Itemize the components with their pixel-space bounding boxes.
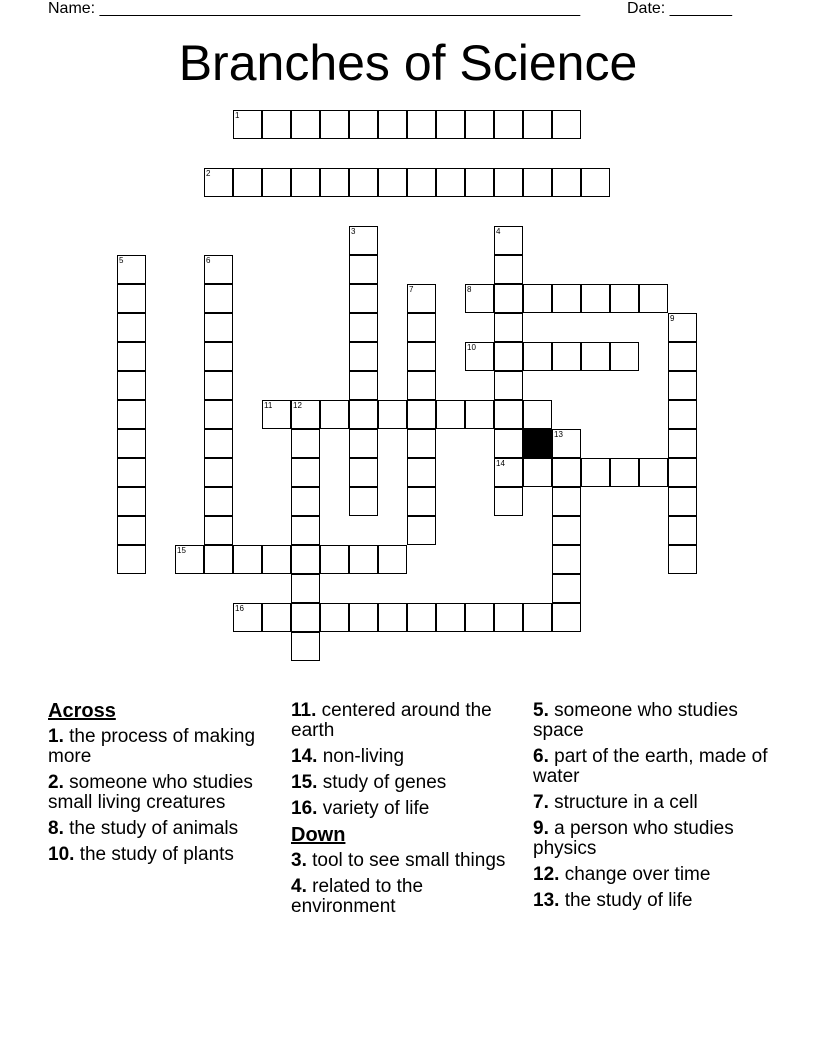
crossword-cell[interactable] — [407, 429, 436, 458]
crossword-cell[interactable] — [378, 545, 407, 574]
crossword-cell[interactable] — [117, 371, 146, 400]
crossword-cell[interactable] — [523, 400, 552, 429]
crossword-cell[interactable] — [494, 371, 523, 400]
crossword-cell[interactable] — [349, 110, 378, 139]
crossword-cell[interactable] — [436, 168, 465, 197]
crossword-cell[interactable] — [204, 371, 233, 400]
crossword-cell[interactable] — [581, 458, 610, 487]
crossword-cell[interactable] — [407, 371, 436, 400]
crossword-cell[interactable] — [668, 342, 697, 371]
clues-column-3 — [533, 701, 773, 917]
crossword-cell[interactable] — [291, 458, 320, 487]
clue-number-3: 3 — [351, 227, 356, 236]
crossword-cell[interactable] — [552, 284, 581, 313]
clue-number-16: 16 — [235, 604, 244, 613]
clue-number-4: 4 — [496, 227, 501, 236]
crossword-cell[interactable] — [552, 458, 581, 487]
crossword-cell[interactable] — [668, 458, 697, 487]
crossword-cell[interactable] — [291, 110, 320, 139]
crossword-cell[interactable] — [552, 342, 581, 371]
crossword-cell[interactable] — [117, 313, 146, 342]
crossword-cell[interactable] — [668, 516, 697, 545]
clue-number-2: 2 — [206, 169, 211, 178]
crossword-cell[interactable] — [552, 487, 581, 516]
crossword-cell[interactable] — [349, 400, 378, 429]
clue-number-15: 15 — [177, 546, 186, 555]
down-heading: Down — [291, 824, 346, 846]
crossword-cell[interactable] — [378, 168, 407, 197]
crossword-cell[interactable] — [262, 168, 291, 197]
crossword-cell[interactable] — [349, 429, 378, 458]
crossword-cell[interactable] — [204, 284, 233, 313]
clue-across-10: 10. the study of plants — [48, 844, 234, 865]
date-field-label: Date: _______ — [627, 0, 732, 17]
crossword-cell[interactable] — [117, 284, 146, 313]
crossword-cell[interactable] — [407, 168, 436, 197]
crossword-cell[interactable] — [668, 400, 697, 429]
crossword-cell[interactable] — [291, 603, 320, 632]
name-field-label: Name: ______________________________________________________ — [48, 0, 581, 17]
clue-number-13: 13 — [554, 430, 563, 439]
crossword-cell[interactable] — [204, 313, 233, 342]
crossword-cell[interactable] — [552, 574, 581, 603]
crossword-cell[interactable] — [117, 429, 146, 458]
crossword-cell[interactable] — [523, 603, 552, 632]
crossword-cell[interactable] — [117, 342, 146, 371]
crossword-cell[interactable] — [668, 429, 697, 458]
crossword-cell[interactable] — [552, 603, 581, 632]
clues-column-2 — [291, 701, 526, 923]
crossword-cell[interactable] — [320, 545, 349, 574]
crossword-cell[interactable] — [204, 429, 233, 458]
crossword-cell[interactable] — [407, 110, 436, 139]
crossword-cell[interactable] — [494, 603, 523, 632]
clue-across-11: 11. centered around the earth — [291, 700, 492, 741]
clue-down-6: 6. part of the earth, made of water — [533, 746, 768, 787]
crossword-cell[interactable] — [610, 284, 639, 313]
crossword-cell[interactable] — [349, 284, 378, 313]
clues-column-1 — [48, 701, 283, 871]
clue-down-5: 5. someone who studies space — [533, 700, 738, 741]
crossword-cell[interactable] — [523, 458, 552, 487]
crossword-cell[interactable] — [523, 168, 552, 197]
crossword-cell[interactable] — [494, 313, 523, 342]
clue-number-9: 9 — [670, 314, 675, 323]
crossword-cell[interactable] — [291, 574, 320, 603]
crossword-cell[interactable] — [349, 342, 378, 371]
crossword-cell[interactable] — [552, 516, 581, 545]
crossword-cell[interactable] — [262, 545, 291, 574]
clue-down-3: 3. tool to see small things — [291, 850, 506, 871]
crossword-cell[interactable] — [349, 168, 378, 197]
crossword-cell[interactable] — [349, 313, 378, 342]
crossword-cell[interactable] — [610, 458, 639, 487]
crossword-cell[interactable] — [668, 371, 697, 400]
crossword-cell[interactable] — [523, 110, 552, 139]
crossword-cell[interactable] — [204, 342, 233, 371]
crossword-cell[interactable] — [465, 168, 494, 197]
clue-down-7: 7. structure in a cell — [533, 792, 698, 813]
crossword-cell[interactable] — [581, 284, 610, 313]
crossword-cell[interactable] — [407, 458, 436, 487]
clue-down-4: 4. related to the environment — [291, 876, 424, 917]
clue-number-10: 10 — [467, 343, 476, 352]
crossword-cell[interactable] — [349, 255, 378, 284]
crossword-cell[interactable] — [291, 516, 320, 545]
crossword-cell[interactable] — [349, 487, 378, 516]
crossword-cell[interactable] — [552, 168, 581, 197]
crossword-cell[interactable] — [494, 255, 523, 284]
crossword-cell[interactable] — [494, 400, 523, 429]
crossword-cell[interactable] — [581, 342, 610, 371]
clue-across-8: 8. the study of animals — [48, 818, 239, 839]
crossword-cell[interactable] — [523, 284, 552, 313]
crossword-cell[interactable] — [639, 284, 668, 313]
clue-number-14: 14 — [496, 459, 505, 468]
crossword-cell[interactable] — [117, 545, 146, 574]
crossword-cell[interactable] — [117, 458, 146, 487]
crossword-cell[interactable] — [233, 545, 262, 574]
clue-across-14: 14. non-living — [291, 746, 405, 767]
clue-across-15: 15. study of genes — [291, 772, 447, 793]
crossword-cell[interactable] — [349, 603, 378, 632]
crossword-cell[interactable] — [668, 487, 697, 516]
crossword-cell[interactable] — [407, 487, 436, 516]
crossword-cell[interactable] — [465, 400, 494, 429]
crossword-cell[interactable] — [436, 400, 465, 429]
crossword-cell[interactable] — [436, 603, 465, 632]
crossword-cell[interactable] — [117, 516, 146, 545]
crossword-cell[interactable] — [262, 603, 291, 632]
crossword-cell[interactable] — [262, 110, 291, 139]
crossword-cell[interactable] — [494, 168, 523, 197]
crossword-cell[interactable] — [552, 545, 581, 574]
crossword-cell[interactable] — [494, 487, 523, 516]
crossword-cell[interactable] — [291, 487, 320, 516]
clue-number-6: 6 — [206, 256, 211, 265]
crossword-cell[interactable] — [378, 603, 407, 632]
crossword-cell[interactable] — [204, 545, 233, 574]
crossword-cell[interactable] — [465, 110, 494, 139]
crossword-cell[interactable] — [639, 458, 668, 487]
crossword-cell[interactable] — [378, 110, 407, 139]
crossword-cell[interactable] — [407, 342, 436, 371]
crossword-cell[interactable] — [407, 603, 436, 632]
crossword-cell[interactable] — [291, 632, 320, 661]
crossword-cell[interactable] — [320, 603, 349, 632]
crossword-cell[interactable] — [117, 400, 146, 429]
crossword-cell[interactable] — [668, 545, 697, 574]
crossword-cell[interactable] — [494, 284, 523, 313]
clue-number-8: 8 — [467, 285, 472, 294]
crossword-cell[interactable] — [494, 110, 523, 139]
crossword-cell[interactable] — [204, 458, 233, 487]
clue-number-5: 5 — [119, 256, 124, 265]
crossword-cell[interactable] — [407, 516, 436, 545]
crossword-cell[interactable] — [291, 545, 320, 574]
clue-across-1: 1. the process of making more — [48, 726, 256, 767]
page-title: Branches of Science — [178, 35, 638, 91]
crossword-cell[interactable] — [494, 429, 523, 458]
clue-number-12: 12 — [293, 401, 302, 410]
crossword-cell[interactable] — [117, 487, 146, 516]
crossword-cell[interactable] — [291, 429, 320, 458]
crossword-cell[interactable] — [378, 400, 407, 429]
crossword-cell[interactable] — [407, 313, 436, 342]
clue-down-12: 12. change over time — [533, 864, 711, 885]
crossword-cell[interactable] — [204, 400, 233, 429]
crossword-cell[interactable] — [610, 342, 639, 371]
crossword-cell[interactable] — [349, 545, 378, 574]
crossword-cell[interactable] — [465, 603, 494, 632]
clue-down-9: 9. a person who studies physics — [533, 818, 734, 859]
crossword-cell[interactable] — [233, 168, 262, 197]
crossword-cell[interactable] — [436, 110, 465, 139]
crossword-cell[interactable] — [204, 487, 233, 516]
crossword-cell[interactable] — [204, 516, 233, 545]
clue-number-1: 1 — [235, 111, 240, 120]
crossword-cell[interactable] — [349, 371, 378, 400]
clue-across-2: 2. someone who studies small living creatures — [48, 772, 253, 813]
crossword-cell[interactable] — [320, 400, 349, 429]
clue-number-7: 7 — [409, 285, 414, 294]
crossword-cell[interactable] — [407, 400, 436, 429]
crossword-cell[interactable] — [349, 458, 378, 487]
crossword-cell[interactable] — [320, 168, 349, 197]
clue-across-16: 16. variety of life — [291, 798, 430, 819]
crossword-cell[interactable] — [320, 110, 349, 139]
crossword-cell[interactable] — [291, 168, 320, 197]
crossword-cell[interactable] — [523, 342, 552, 371]
black-square — [523, 429, 552, 458]
crossword-cell[interactable] — [581, 168, 610, 197]
across-heading: Across — [48, 700, 116, 722]
crossword-cell[interactable] — [494, 342, 523, 371]
clue-number-11: 11 — [264, 401, 273, 410]
crossword-cell[interactable] — [552, 110, 581, 139]
clue-down-13: 13. the study of life — [533, 890, 693, 911]
